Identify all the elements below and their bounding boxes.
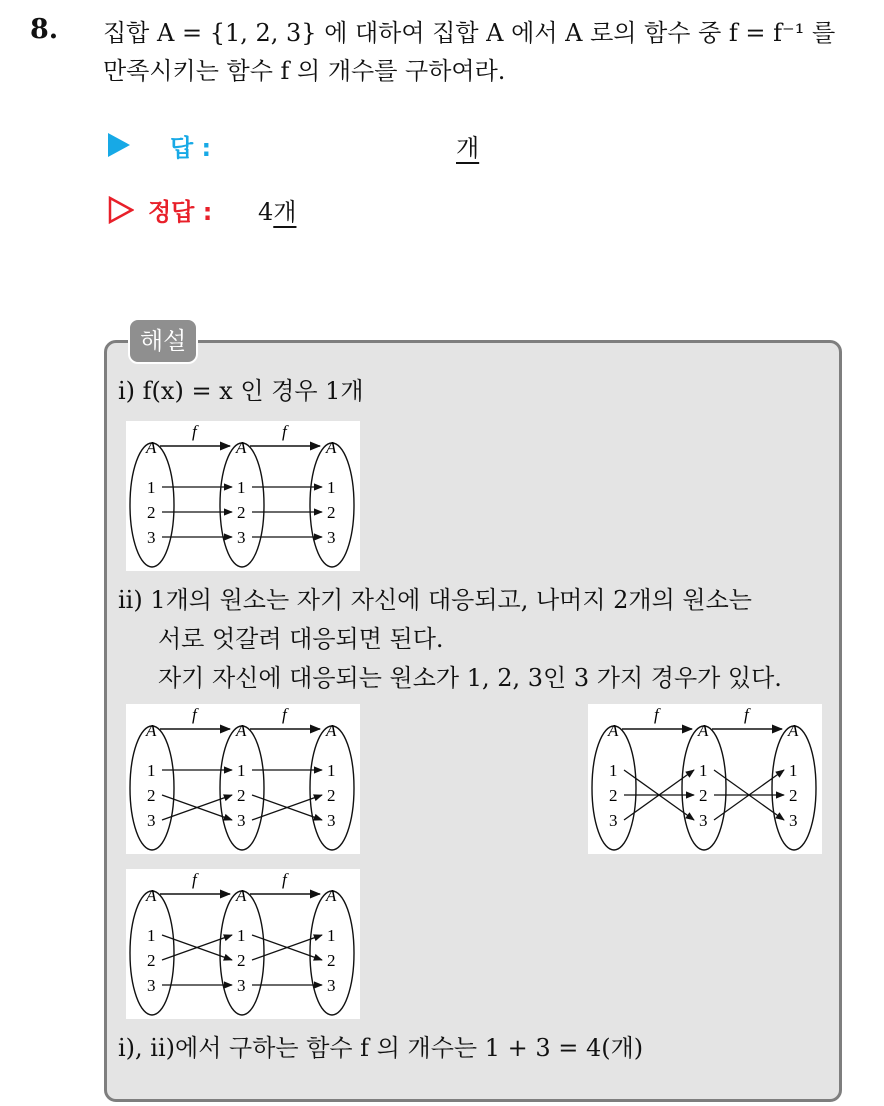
set-label: A	[236, 886, 247, 905]
question-line-1: 집합 A = {1, 2, 3} 에 대하여 집합 A 에서 A 로의 함수 중 f = f⁻¹ 를	[103, 19, 836, 47]
set-element: 2	[237, 786, 246, 805]
function-label: f	[282, 870, 287, 889]
explanation-case-1: i) f(x) = x 인 경우 1개	[118, 377, 364, 405]
set-element: 2	[327, 503, 336, 522]
correct-answer-arrow-icon	[108, 196, 134, 224]
set-element: 3	[327, 528, 336, 547]
set-element: 1	[237, 761, 246, 780]
question-number: 8.	[30, 14, 59, 45]
explanation-case-2-line-2: 서로 엇갈려 대응되면 된다.	[158, 625, 444, 653]
set-element: 2	[237, 503, 246, 522]
set-element: 2	[699, 786, 708, 805]
set-element: 1	[609, 761, 618, 780]
set-element: 2	[147, 951, 156, 970]
set-label: A	[698, 721, 709, 740]
question-line-2: 만족시키는 함수 f 의 개수를 구하여라.	[103, 57, 506, 85]
mapping-diagram-2	[126, 704, 360, 854]
set-label: A	[146, 438, 157, 457]
set-element: 3	[789, 811, 798, 830]
set-element: 1	[327, 761, 336, 780]
set-element: 3	[147, 976, 156, 995]
set-element: 3	[327, 976, 336, 995]
set-element: 3	[237, 976, 246, 995]
explanation-conclusion: i), ii)에서 구하는 함수 f 의 개수는 1 + 3 = 4(개)	[118, 1034, 644, 1062]
correct-answer-number: 4	[258, 198, 274, 226]
set-element: 2	[147, 503, 156, 522]
set-element: 1	[327, 926, 336, 945]
set-element: 1	[147, 761, 156, 780]
explanation-case-2-line-1: ii) 1개의 원소는 자기 자신에 대응되고, 나머지 2개의 원소는	[118, 586, 752, 614]
set-element: 2	[327, 786, 336, 805]
set-label: A	[326, 438, 337, 457]
function-label: f	[282, 422, 287, 441]
mapping-diagram-1	[126, 421, 360, 571]
function-label: f	[192, 870, 197, 889]
function-label: f	[744, 705, 749, 724]
set-element: 3	[237, 811, 246, 830]
answer-arrow-icon	[108, 133, 130, 157]
correct-answer-label: 정답 :	[148, 198, 213, 226]
set-element: 2	[609, 786, 618, 805]
set-element: 3	[237, 528, 246, 547]
set-element: 1	[147, 926, 156, 945]
mapping-diagram-3	[588, 704, 822, 854]
answer-unit: 개	[456, 134, 480, 162]
set-element: 1	[147, 478, 156, 497]
set-label: A	[146, 886, 157, 905]
mapping-diagram-4	[126, 869, 360, 1019]
set-label: A	[146, 721, 157, 740]
answer-row	[108, 128, 608, 164]
set-label: A	[236, 438, 247, 457]
set-label: A	[326, 721, 337, 740]
set-label: A	[788, 721, 799, 740]
function-label: f	[654, 705, 659, 724]
correct-answer-value	[258, 192, 296, 227]
set-element: 1	[789, 761, 798, 780]
function-label: f	[192, 422, 197, 441]
answer-label: 답 :	[170, 134, 212, 162]
explanation-case-2-line-3: 자기 자신에 대응되는 원소가 1, 2, 3인 3 가지 경우가 있다.	[158, 664, 782, 692]
set-label: A	[326, 886, 337, 905]
set-element: 2	[327, 951, 336, 970]
question-text	[103, 14, 873, 90]
set-element: 1	[237, 926, 246, 945]
set-element: 3	[147, 811, 156, 830]
set-element: 1	[699, 761, 708, 780]
explanation-tag: 해설	[128, 318, 198, 364]
set-element: 2	[237, 951, 246, 970]
set-element: 3	[327, 811, 336, 830]
set-label: A	[236, 721, 247, 740]
function-label: f	[282, 705, 287, 724]
set-element: 2	[789, 786, 798, 805]
set-element: 1	[237, 478, 246, 497]
set-label: A	[608, 721, 619, 740]
correct-answer-unit: 개	[273, 198, 297, 226]
set-element: 3	[147, 528, 156, 547]
set-element: 2	[147, 786, 156, 805]
set-element: 3	[609, 811, 618, 830]
set-element: 1	[327, 478, 336, 497]
function-label: f	[192, 705, 197, 724]
correct-answer-row	[108, 192, 608, 228]
set-element: 3	[699, 811, 708, 830]
